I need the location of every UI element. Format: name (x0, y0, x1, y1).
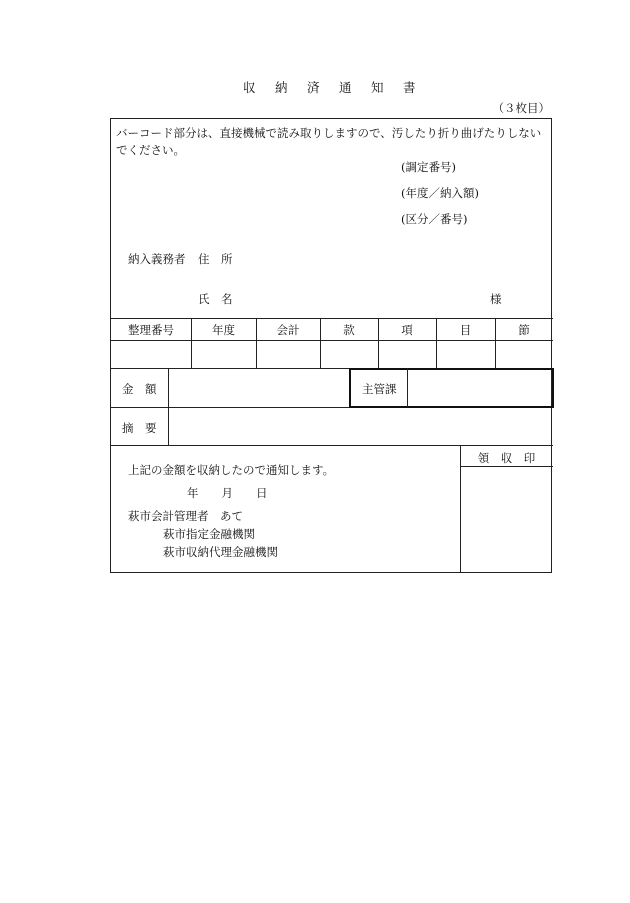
divider (111, 318, 553, 319)
title-char: 書 (403, 80, 416, 95)
header-kaikei: 会計 (276, 323, 300, 337)
department-divider (407, 368, 408, 407)
receipt-form (110, 118, 552, 573)
divider (111, 340, 553, 341)
address-label: 住 所 (198, 252, 233, 266)
date-line: 年 月 日 (187, 486, 268, 500)
header-seiri-bango: 整理番号 (128, 323, 174, 337)
category-number-label: (区分／番号) (401, 212, 468, 226)
summary-label: 摘 要 (122, 421, 157, 435)
title-char: 通 (339, 80, 352, 95)
agent-bank: 萩市収納代理金融機関 (163, 545, 278, 559)
amount-label: 金 額 (122, 382, 157, 396)
year-amount-label: (年度／納入額) (401, 186, 479, 200)
header-nendo: 年度 (212, 323, 235, 337)
title-char: 納 (275, 80, 288, 95)
copy-number: （３枚目） (492, 101, 550, 115)
title-char: 収 (243, 80, 256, 95)
addressee: 萩市会計管理者 あて (128, 509, 243, 523)
stamp-header-line (460, 466, 553, 467)
chotei-number-label: (調定番号) (401, 160, 456, 174)
header-kan: 款 (343, 323, 355, 337)
department-label: 主管課 (362, 382, 397, 396)
receipt-stamp-label: 領 収 印 (477, 451, 536, 465)
honorific-label: 様 (490, 292, 502, 306)
divider (111, 445, 553, 446)
row-label-divider (168, 368, 169, 445)
title-char: 済 (307, 80, 320, 95)
document-title (243, 78, 435, 96)
header-moku: 目 (459, 323, 472, 337)
notice-message: 上記の金額を収納したので通知します。 (128, 463, 335, 477)
title-char: 知 (371, 80, 384, 95)
designated-bank: 萩市指定金融機関 (163, 527, 255, 541)
name-label: 氏 名 (198, 292, 233, 306)
header-setsu: 節 (518, 323, 530, 337)
payer-label: 納入義務者 (128, 252, 186, 266)
barcode-notice-line1: バーコード部分は、直接機械で読み取りしますので、汚したり折り曲げたりしない (116, 126, 542, 140)
header-kou: 項 (401, 323, 413, 337)
barcode-notice-line2: でください。 (116, 143, 185, 157)
